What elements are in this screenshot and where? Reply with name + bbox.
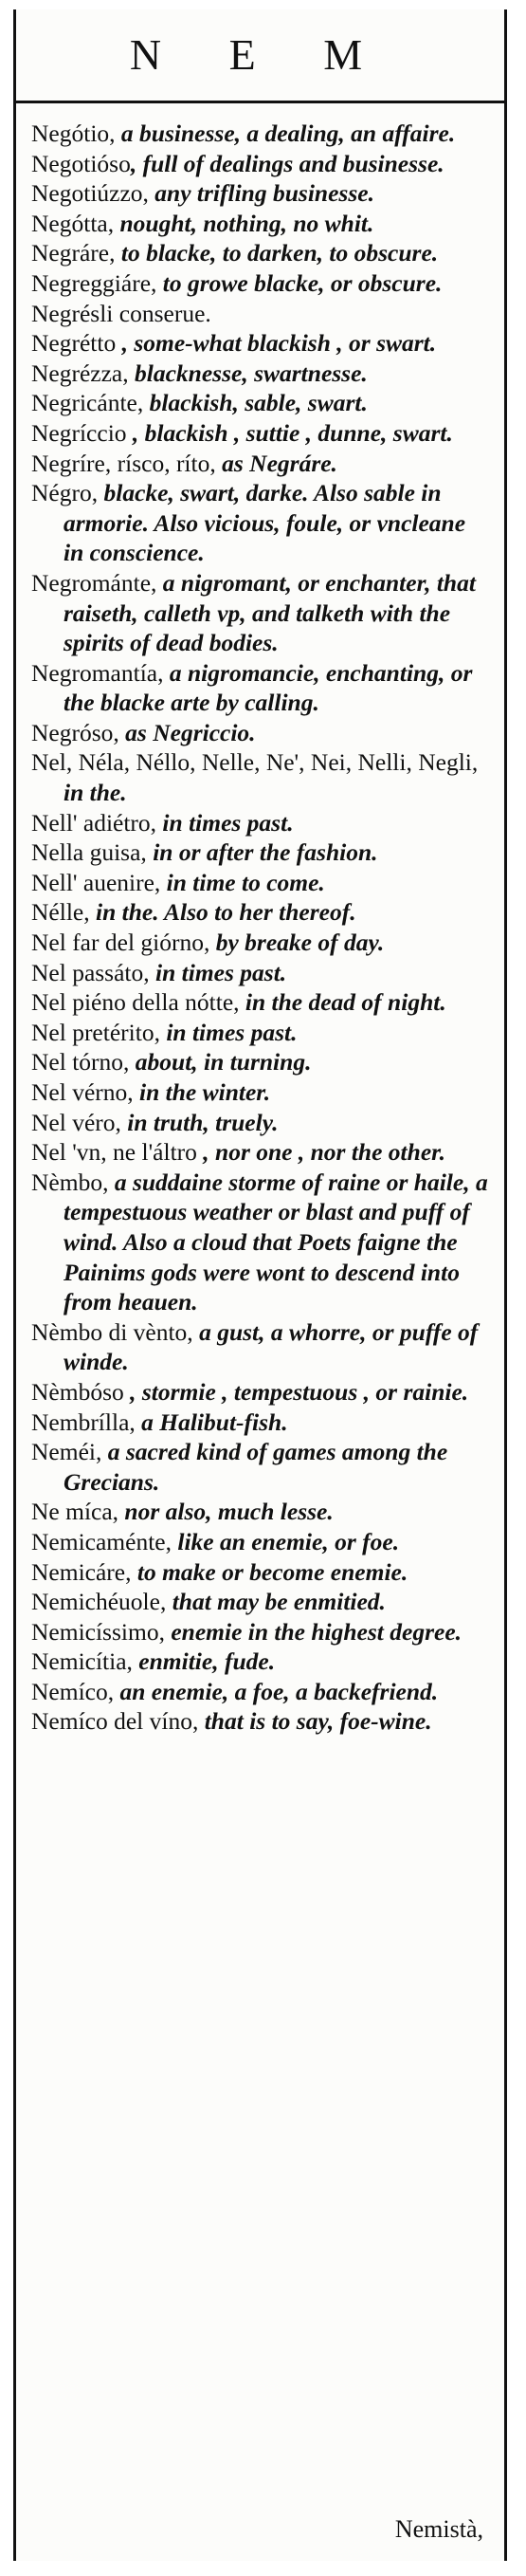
entry-headword: Nel 'vn, ne l'áltro [31,1138,197,1167]
entry-definition: , stormie , tempestuous , or rainie. [123,1377,469,1406]
dictionary-entry [31,1557,491,1588]
dictionary-entry [31,808,491,838]
dictionary-entry [31,418,491,449]
entry-definition: nor also, much lesse. [118,1498,334,1526]
entry-headword: Negotiúzzo, [31,179,149,208]
dictionary-entry [31,1408,491,1438]
dictionary-entry [31,328,491,359]
entry-definition: blackish, sable, swart. [143,389,368,417]
entry-headword: Nemicaménte, [31,1527,172,1555]
entry-headword: Negótta, [31,209,115,237]
entry-headword: Negrézza, [31,359,129,387]
entry-headword: Negróso, [31,718,119,746]
dictionary-entry [31,1018,491,1048]
entry-headword: Negotióso [31,149,131,177]
dictionary-entry [31,238,491,268]
entry-definition: as Negráre. [215,449,337,477]
entry-list [16,119,504,1737]
entry-headword: Nemicítia, [31,1647,133,1676]
entry-definition: that is to say, foe-wine. [198,1707,432,1736]
entry-definition: blacke, swart, darke. Also sable in armorie. Also vicious, foule, or vncleane in conscience. [63,479,466,567]
entry-headword: Nemichéuole, [31,1588,167,1616]
entry-definition: in times past. [149,958,287,986]
dictionary-entry [31,987,491,1018]
entry-definition: a nigromancie, enchanting, or the blacke arte by calling. [63,658,473,717]
entry-headword: Nel véro, [31,1108,121,1136]
entry-definition: , blackish , suttie , dunne, swart. [126,418,453,447]
entry-headword: Neméi, [31,1438,102,1466]
entry-headword: Negromantía, [31,658,164,687]
entry-definition: an enemie, a foe, a backefriend. [114,1677,439,1705]
entry-headword: Negrésli conserue. [31,299,211,327]
dictionary-entry [31,1077,491,1108]
entry-headword: Nemicíssimo, [31,1617,165,1646]
entry-headword: Nélle, [31,898,90,927]
entry-definition: by breake of day. [209,929,385,957]
dictionary-entry [31,1168,491,1317]
entry-headword: Négro, [31,479,99,507]
entry-headword: Negricánte, [31,389,144,417]
entry-headword: Nel piéno della nótte, [31,988,240,1017]
dictionary-entry [31,149,491,179]
entry-definition: to blacke, to darken, to obscure. [115,239,439,267]
entry-definition: in times past. [156,808,294,837]
dictionary-entry [31,897,491,928]
dictionary-entry [31,1527,491,1557]
entry-headword: Nel, Néla, Néllo, Nelle, Ne', Nei, Nelli, Negli, [31,748,479,777]
entry-headword: Ne míca, [31,1498,119,1526]
entry-headword: Nèmbóso [31,1377,124,1406]
entry-definition: enmitie, fude. [132,1647,276,1676]
entry-headword: Negráre, [31,239,116,267]
entry-definition: like an enemie, or foe. [171,1527,400,1555]
dictionary-entry [31,928,491,958]
entry-definition: as Negriccio. [118,718,256,746]
entry-definition: to growe blacke, or obscure. [156,268,443,297]
entry-definition: in truth, truely. [120,1108,279,1136]
entry-headword: Negríccio [31,418,127,447]
dictionary-page [13,9,507,2561]
dictionary-entry [31,1617,491,1647]
entry-definition: a Halibut-fish. [135,1408,288,1436]
entry-definition: in or after the fashion. [146,838,378,867]
entry-definition: about, in turning. [129,1048,312,1076]
dictionary-entry [31,1317,491,1377]
dictionary-entry [31,478,491,568]
entry-definition: , full of dealings and businesse. [130,149,444,177]
entry-headword: Nell' adiétro, [31,808,157,837]
entry-headword: Nemíco, [31,1677,115,1705]
dictionary-entry [31,209,491,239]
entry-definition: a nigromant, or enchanter, that raiseth, calleth vp, and talketh with the spirits of dead bodies. [63,568,476,657]
dictionary-entry [31,268,491,299]
dictionary-entry [31,449,491,479]
dictionary-entry [31,1047,491,1077]
dictionary-entry [31,359,491,389]
entry-headword: Nell' auenire, [31,868,161,896]
dictionary-entry [31,1647,491,1677]
entry-headword: Nel vérno, [31,1078,134,1106]
entry-headword: Negreggiáre, [31,268,157,297]
entry-definition: in the. Also to her thereof. [89,898,356,927]
dictionary-entry [31,1706,491,1737]
entry-definition: blacknesse, swartnesse. [128,359,368,387]
entry-headword: Negótio, [31,120,116,147]
entry-definition: in the. [63,779,127,807]
entry-headword: Nel far del giórno, [31,929,210,957]
dictionary-entry [31,1497,491,1527]
entry-headword: Nembrílla, [31,1408,136,1436]
entry-headword: Negrétto [31,329,117,358]
dictionary-entry [31,868,491,898]
dictionary-entry [31,1437,491,1497]
dictionary-entry [31,1587,491,1617]
entry-definition: a gust, a whorre, or puffe of winde. [63,1317,479,1376]
entry-definition: nought, nothing, no whit. [114,209,374,237]
entry-definition: in the winter. [133,1078,271,1106]
entry-definition: in the dead of night. [239,988,446,1017]
entry-definition: , nor one , nor the other. [196,1138,446,1167]
entry-definition: enemie in the highest degree. [164,1617,463,1646]
entry-definition: a sacred kind of games among the Grecians. [63,1438,448,1496]
entry-headword: Nel passáto, [31,958,150,986]
entry-definition: in time to come. [160,868,325,896]
entry-headword: Nemíco del víno, [31,1707,199,1736]
dictionary-entry [31,958,491,988]
entry-definition: a businesse, a dealing, an affaire. [115,120,456,147]
entry-definition: that may be enmitied. [166,1588,386,1616]
entry-definition: , some-what blackish , or swart. [116,329,437,358]
dictionary-entry [31,747,491,807]
entry-headword: Nèmbo, [31,1168,109,1196]
dictionary-entry [31,388,491,418]
dictionary-entry [31,658,491,718]
entry-definition: a suddaine storme of raine or haile, a tempestuous weather or blast and puff of wind. Also a cloud that Poets faigne the Painims gods were wont to descend into from heauen. [63,1168,488,1316]
dictionary-entry [31,568,491,658]
dictionary-entry [31,837,491,868]
dictionary-entry [31,1137,491,1168]
entry-headword: Nemicáre, [31,1557,132,1586]
entry-headword: Nel tórno, [31,1048,130,1076]
dictionary-entry [31,1108,491,1138]
entry-definition: any trifling businesse. [148,179,374,208]
entry-definition: to make or become enemie. [131,1557,408,1586]
entry-headword: Nel pretérito, [31,1018,160,1046]
dictionary-entry [31,1677,491,1707]
entry-headword: Nella guisa, [31,838,147,867]
entry-headword: Nèmbo di vènto, [31,1317,193,1346]
dictionary-entry [31,718,491,748]
dictionary-entry [31,299,491,329]
entry-headword: Negríre, rísco, ríto, [31,449,216,477]
dictionary-entry [31,1377,491,1408]
entry-definition: in times past. [159,1018,298,1046]
dictionary-entry [31,119,491,149]
dictionary-entry [31,178,491,209]
entry-headword: Negrománte, [31,568,157,597]
page-header: N E M [16,9,504,103]
catchword: Nemistà, [394,2515,483,2543]
